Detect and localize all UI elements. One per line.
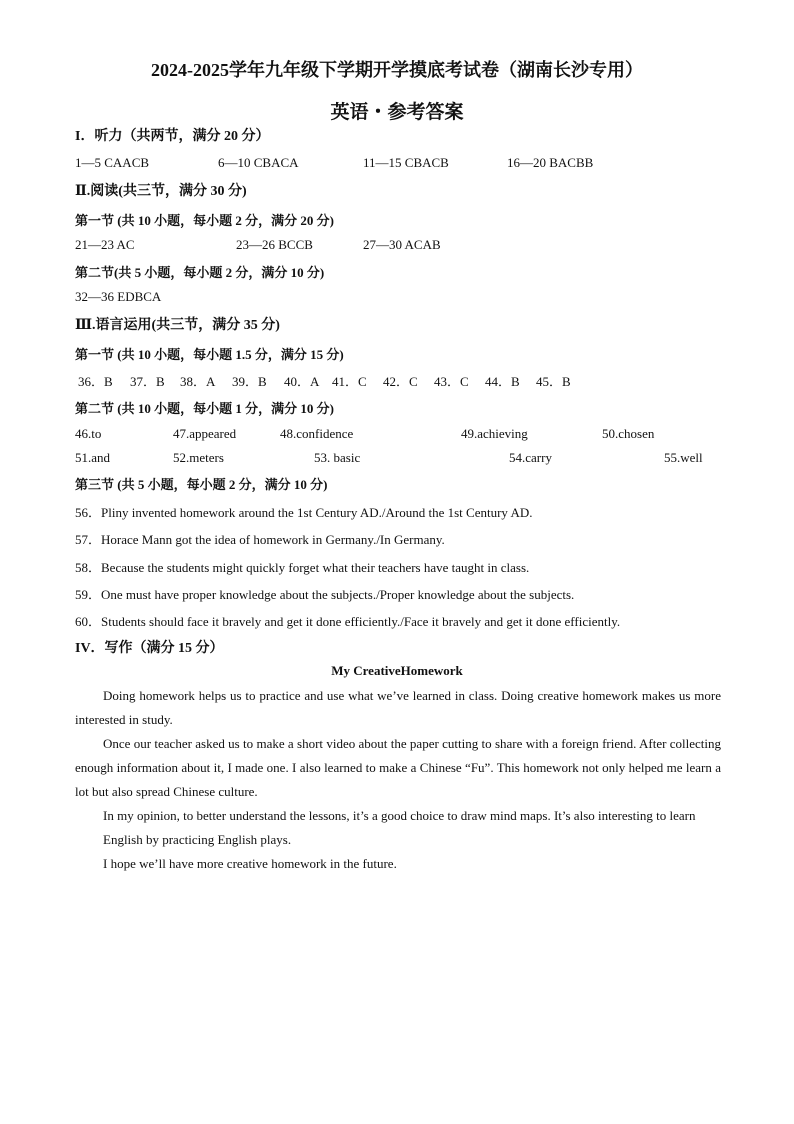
part3-section1-answer: 45．B: [536, 374, 571, 389]
part3-section2-answer: 47.appeared: [173, 426, 237, 441]
part3-heading: Ⅲ.语言运用(共三节，满分 35 分): [75, 318, 280, 333]
part1-answer: 16—20 BACBB: [507, 155, 594, 170]
essay-paragraph: In my opinion, to better understand the lessons, it’s a good choice to draw mind maps. It’s also interesting to learn English by practicing English plays.: [103, 808, 696, 847]
essay-paragraph: I hope we’ll have more creative homework in the future.: [103, 856, 397, 871]
part3-section2-answer: 52.meters: [173, 450, 224, 465]
part3-section2-answer: 50.chosen: [602, 426, 655, 441]
part2-section2-heading: 第二节(共 5 小题，每小题 2 分，满分 10 分): [75, 265, 325, 280]
part3-section3-answer: 57．Horace Mann got the idea of homework in Germany./In Germany.: [75, 532, 445, 547]
part1-answer: 6—10 CBACA: [218, 155, 299, 170]
part3-section1-answer: 36．B: [78, 374, 113, 389]
part2-section1-answer: 23—26 BCCB: [236, 237, 313, 252]
part3-section3-heading: 第三节 (共 5 小题，每小题 2 分，满分 10 分): [75, 477, 328, 492]
part3-section1-answer: 44．B: [485, 374, 520, 389]
essay-paragraph: Once our teacher asked us to make a short video about the paper cutting to share with a foreign friend. After collecting enough information about it, I made one. I also learned to make a Chinese “Fu”. This homework not only helped me learn a lot but also spread Chinese culture.: [75, 736, 721, 799]
part3-section2-answer: 49.achieving: [461, 426, 528, 441]
part3-section1-answer: 38．A: [180, 374, 216, 389]
document-title: 2024-2025学年九年级下学期开学摸底考试卷（湖南长沙专用）: [151, 60, 643, 80]
part3-section2-answer: 53. basic: [314, 450, 361, 465]
part3-section1-answer: 39．B: [232, 374, 267, 389]
part2-section1-answer: 21—23 AC: [75, 237, 135, 252]
part1-heading: I．听力（共两节，满分 20 分）: [75, 129, 270, 144]
document-subtitle: 英语・参考答案: [330, 102, 464, 123]
part3-section3-answer: 60．Students should face it bravely and get it done efficiently./Face it bravely and get it done efficiently.: [75, 614, 621, 629]
part3-section2-answer: 48.confidence: [280, 426, 354, 441]
essay-title: My CreativeHomework: [331, 663, 463, 678]
part2-section2-answer: 32—36 EDBCA: [75, 289, 162, 304]
part2-section1-heading: 第一节 (共 10 小题，每小题 2 分，满分 20 分): [75, 213, 334, 228]
part3-section1-heading: 第一节 (共 10 小题，每小题 1.5 分，满分 15 分): [75, 347, 344, 362]
part3-section2-heading: 第二节 (共 10 小题，每小题 1 分，满分 10 分): [75, 401, 334, 416]
part3-section2-answer: 46.to: [75, 426, 102, 441]
essay-paragraph: Doing homework helps us to practice and use what we’ve learned in class. Doing creative homework makes us more interested in study.: [75, 688, 721, 727]
part2-section1-answer: 27—30 ACAB: [363, 237, 441, 252]
part3-section2-answer: 54.carry: [509, 450, 552, 465]
part3-section2-answer: 51.and: [75, 450, 111, 465]
part3-section1-answer: 37．B: [130, 374, 165, 389]
part4-heading: IV．写作（满分 15 分）: [75, 641, 224, 656]
part3-section1-answer: 41．C: [332, 374, 367, 389]
part3-section2-answer: 55.well: [664, 450, 703, 465]
part1-answer: 1—5 CAACB: [75, 155, 150, 170]
part3-section3-answer: 59．One must have proper knowledge about the subjects./Proper knowledge about the subjects.: [75, 587, 575, 602]
part3-section1-answer: 43．C: [434, 374, 469, 389]
part3-section1-answer: 42．C: [383, 374, 418, 389]
part3-section3-answer: 56．Pliny invented homework around the 1st Century AD./Around the 1st Century AD.: [75, 505, 533, 520]
part1-answer: 11—15 CBACB: [363, 155, 449, 170]
part3-section1-answer: 40．A: [284, 374, 320, 389]
part3-section3-answer: 58．Because the students might quickly forget what their teachers have taught in class.: [75, 560, 530, 575]
part2-heading: Ⅱ.阅读(共三节，满分 30 分): [75, 184, 247, 199]
